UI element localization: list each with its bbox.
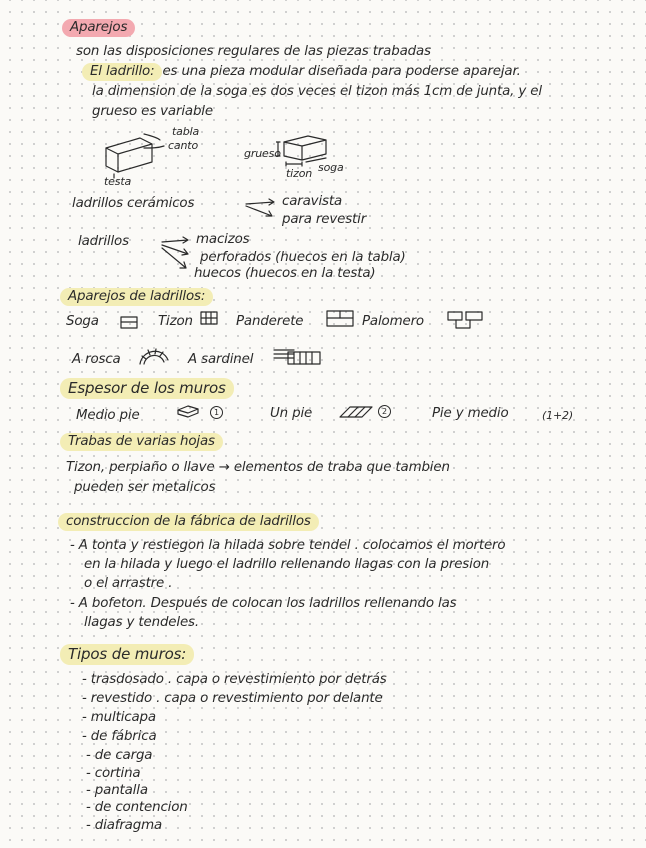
arrows-ladrillos xyxy=(160,236,196,272)
un-pie-brick-icon xyxy=(338,404,374,420)
ceramicos-opt-1: caravista xyxy=(282,194,343,209)
arrows-ceramicos xyxy=(244,196,280,222)
trabas-heading: Trabas de varias hojas xyxy=(60,433,223,451)
ladrillos-label: ladrillos xyxy=(78,234,129,249)
label-grueso: grueso xyxy=(244,147,281,160)
palomero-icon xyxy=(446,310,486,330)
ceramicos-opt-2: para revestir xyxy=(282,212,367,227)
tizon-icon xyxy=(200,310,220,326)
construccion-b2-l1: - A bofeton. Después de colocan los ladrillos rellenando las xyxy=(70,596,457,611)
sardinel-icon xyxy=(272,346,324,366)
medio-pie-brick-icon xyxy=(176,404,200,418)
construccion-b1-l2: en la hilada y luego el ladrillo rellenando llagas con la presion xyxy=(84,557,490,572)
construccion-b2-l2: llagas y tendeles. xyxy=(84,615,199,630)
trabas-line-2: pueden ser metalicos xyxy=(74,480,216,495)
espesor-un-pie: Un pie xyxy=(270,406,313,421)
tipo-item: - de carga xyxy=(86,748,153,763)
aparejos-heading: Aparejos de ladrillos: xyxy=(60,288,213,306)
espesor-medio-pie: Medio pie xyxy=(76,408,140,423)
aparejos-heading-line xyxy=(60,289,213,305)
trabas-heading-line xyxy=(60,434,223,450)
intro-line-1: son las disposiciones regulares de las piezas trabadas xyxy=(76,44,431,59)
soga-icon xyxy=(120,316,140,330)
aparejo-tizon-label: Tizon xyxy=(158,314,193,329)
construccion-heading: construccion de la fábrica de ladrillos xyxy=(58,513,319,531)
tipos-heading: Tipos de muros: xyxy=(60,644,194,665)
ladrillos-opt-3: huecos (huecos en la testa) xyxy=(194,266,376,281)
construccion-heading-line xyxy=(58,514,319,530)
espesor-heading: Espesor de los muros xyxy=(60,378,234,399)
espesor-num-1-line xyxy=(210,405,223,421)
label-tizon: tizon xyxy=(286,167,313,180)
intro-line-2-rest: es una pieza modular diseñada para poderse aparejar. xyxy=(162,64,521,79)
intro-line-4: grueso es variable xyxy=(92,104,213,119)
espesor-num-2: 2 xyxy=(378,405,391,418)
tipo-item: - cortina xyxy=(86,766,141,781)
tipo-item: - pantalla xyxy=(86,783,148,798)
tipo-item: - trasdosado . capa o revestimiento por detrás xyxy=(82,672,387,687)
tipo-item: - de contencion xyxy=(86,800,188,815)
ladrillos-opt-2: perforados (huecos en la tabla) xyxy=(200,250,406,265)
aparejo-sardinel-label: A sardinel xyxy=(188,352,254,367)
rosca-icon xyxy=(136,344,172,366)
ladrillos-opt-1: macizos xyxy=(196,232,250,247)
espesor-heading-line xyxy=(60,380,234,398)
tipo-item: - multicapa xyxy=(82,710,156,725)
aparejo-palomero-label: Palomero xyxy=(362,314,424,329)
label-testa: testa xyxy=(104,175,132,188)
espesor-num-2-line xyxy=(378,404,391,420)
trabas-line-1: Tizon, perpiaño o llave → elementos de traba que tambien xyxy=(66,460,450,475)
espesor-num-1: 1 xyxy=(210,406,223,419)
tipo-item: - diafragma xyxy=(86,818,163,833)
ladrillo-highlight: El ladrillo: xyxy=(82,63,162,81)
intro-line-2 xyxy=(82,64,521,80)
ceramicos-label: ladrillos cerámicos xyxy=(72,196,195,211)
intro-line-3: la dimension de la soga es dos veces el tizon más 1cm de junta, y el xyxy=(92,84,542,99)
tipo-item: - revestido . capa o revestimiento por delante xyxy=(82,691,383,706)
aparejo-soga-label: Soga xyxy=(66,314,99,329)
tipos-heading-line xyxy=(60,646,194,664)
aparejo-rosca-label: A rosca xyxy=(72,352,121,367)
label-soga: soga xyxy=(318,161,344,174)
espesor-num-3: (1+2) xyxy=(542,409,574,422)
panderete-icon xyxy=(326,310,356,328)
tipo-item: - de fábrica xyxy=(82,729,157,744)
construccion-b1-l3: o el arrastre . xyxy=(84,576,173,591)
title-line xyxy=(62,20,135,36)
title: Aparejos xyxy=(62,19,135,37)
label-tabla: tabla xyxy=(172,125,200,138)
aparejo-panderete-label: Panderete xyxy=(236,314,304,329)
label-canto: canto xyxy=(168,139,199,152)
construccion-b1-l1: - A tonta y restiegon la hilada sobre tendel . colocamos el mortero xyxy=(70,538,506,553)
espesor-pie-y-medio: Pie y medio xyxy=(432,406,509,421)
